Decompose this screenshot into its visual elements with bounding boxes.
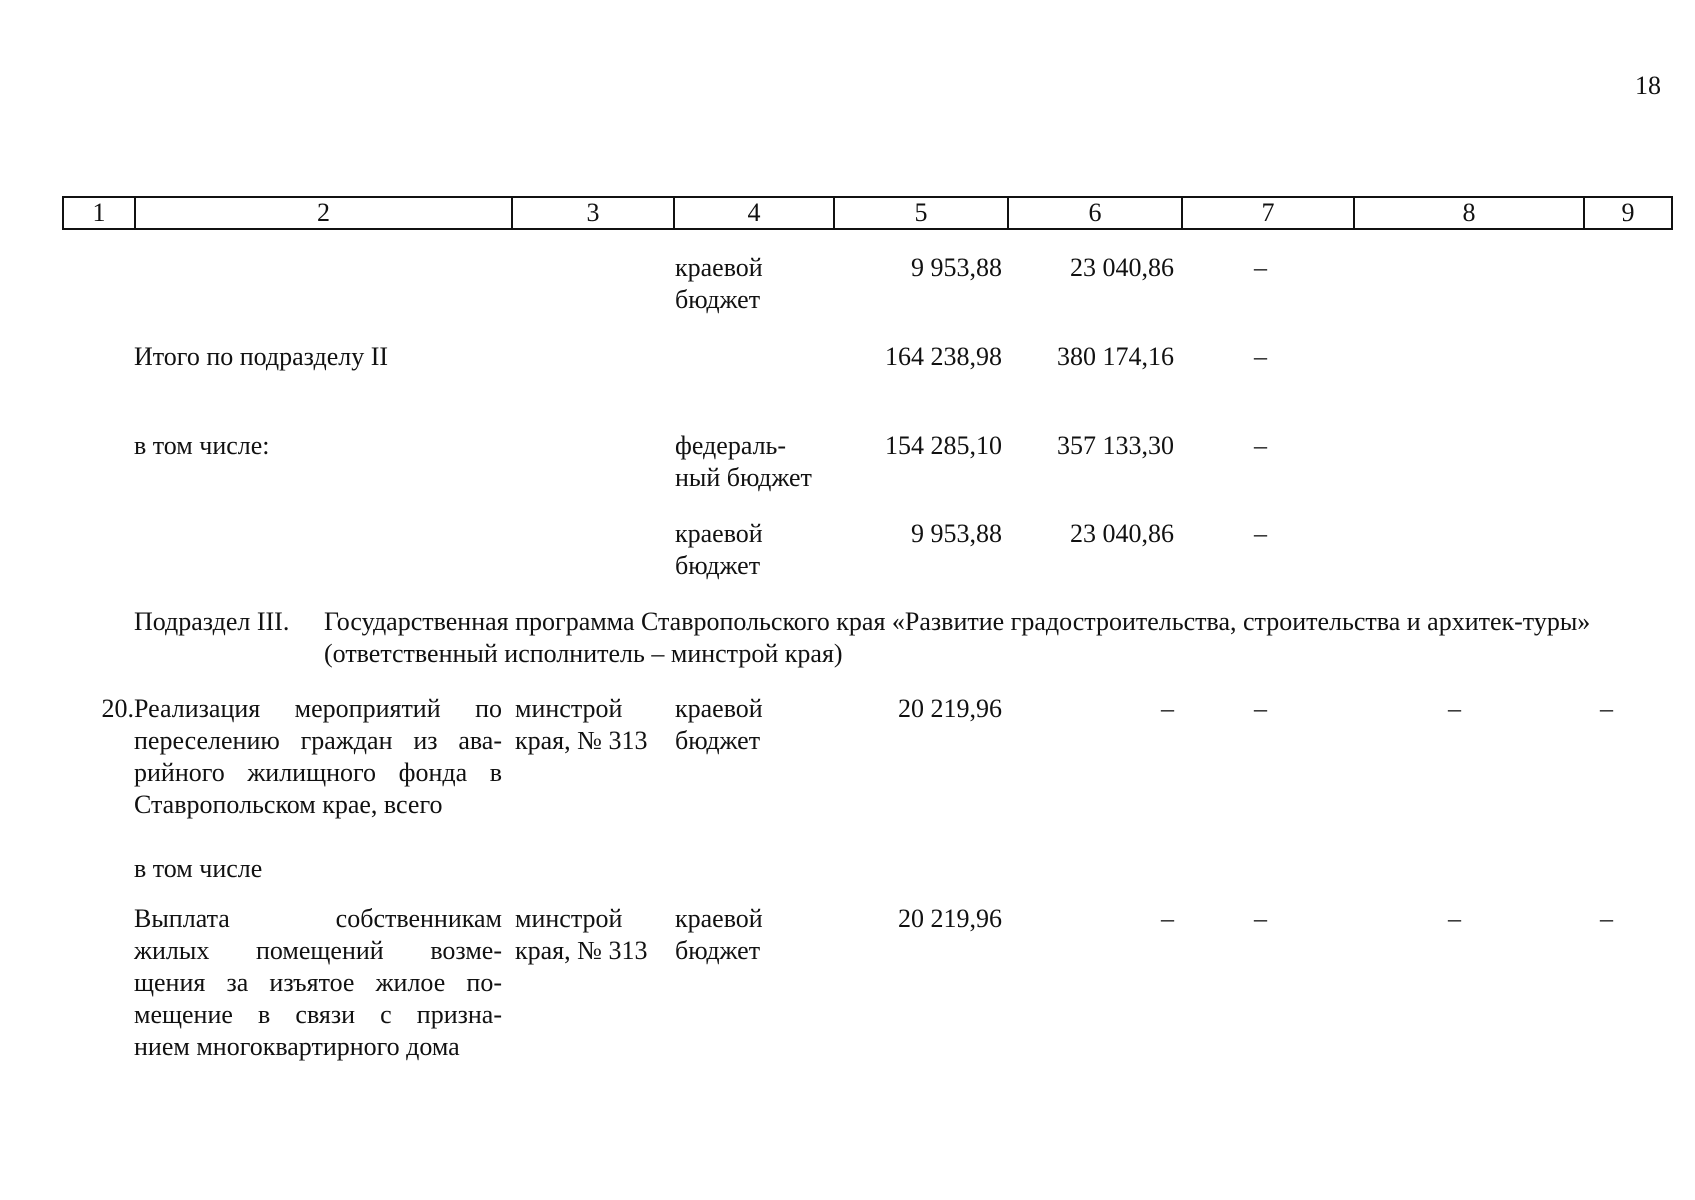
- header-col-5: 5: [834, 197, 1008, 229]
- row-title-line: рийного жилищного фонда в: [134, 758, 502, 787]
- header-col-3: 3: [512, 197, 674, 229]
- value-col-6: –: [1161, 904, 1174, 933]
- column-number-header: [62, 196, 1673, 230]
- subsection-label: Подраздел III.: [134, 607, 290, 636]
- value-col-5: 154 285,10: [885, 431, 1002, 460]
- row-title-line: Выплата собственникам: [134, 904, 502, 933]
- funding-source: краевой бюджет: [675, 253, 763, 314]
- header-col-6: 6: [1008, 197, 1182, 229]
- header-col-9: 9: [1584, 197, 1672, 229]
- value-col-7: –: [1254, 342, 1267, 371]
- value-col-7: –: [1254, 519, 1267, 548]
- subsection-title: Государственная программа Ставропольского края «Развитие градостроительства, строительства и архитек-туры» (ответственный исполнитель – минстрой края): [324, 607, 1591, 668]
- value-col-6: 380 174,16: [1057, 342, 1174, 371]
- row-title-line: нием многоквартирного дома: [134, 1032, 460, 1061]
- header-col-7: 7: [1182, 197, 1354, 229]
- row-title: [134, 693, 502, 821]
- value-col-8: –: [1448, 694, 1461, 723]
- value-col-7: –: [1254, 253, 1267, 282]
- row-title-line: мещение в связи с призна-: [134, 1000, 502, 1029]
- value-col-5: 20 219,96: [898, 904, 1002, 933]
- funding-source: краевой бюджет: [675, 904, 763, 965]
- value-col-6: 23 040,86: [1070, 519, 1174, 548]
- row-title: в том числе: [134, 854, 263, 883]
- row-title-line: щения за изъятое жилое по-: [134, 968, 502, 997]
- row-title-line: Реализация мероприятий по: [134, 694, 502, 723]
- value-col-9: –: [1600, 904, 1613, 933]
- header-col-2: 2: [135, 197, 512, 229]
- value-col-5: 9 953,88: [911, 253, 1002, 282]
- row-title-line: переселению граждан из ава-: [134, 726, 502, 755]
- funding-source: краевой бюджет: [675, 694, 763, 755]
- header-row: [63, 197, 1672, 229]
- row-title-line: Ставропольском крае, всего: [134, 790, 443, 819]
- header-col-4: 4: [674, 197, 834, 229]
- row-title-line: жилых помещений возме-: [134, 936, 502, 965]
- executor: минстрой края, № 313: [515, 904, 648, 965]
- executor: минстрой края, № 313: [515, 694, 648, 755]
- value-col-5: 164 238,98: [885, 342, 1002, 371]
- value-col-6: 357 133,30: [1057, 431, 1174, 460]
- value-col-7: –: [1254, 904, 1267, 933]
- value-col-5: 9 953,88: [911, 519, 1002, 548]
- row-title: в том числе:: [134, 431, 270, 460]
- value-col-9: –: [1600, 694, 1613, 723]
- header-col-8: 8: [1354, 197, 1584, 229]
- value-col-5: 20 219,96: [898, 694, 1002, 723]
- header-col-1: 1: [63, 197, 135, 229]
- page-number: 18: [1635, 71, 1661, 100]
- value-col-7: –: [1254, 431, 1267, 460]
- row-title: [134, 903, 502, 1063]
- value-col-6: –: [1161, 694, 1174, 723]
- value-col-7: –: [1254, 694, 1267, 723]
- row-number: 20.: [101, 694, 134, 723]
- value-col-8: –: [1448, 904, 1461, 933]
- funding-source: федераль-ный бюджет: [675, 431, 812, 492]
- row-title: Итого по подразделу II: [134, 342, 389, 371]
- funding-source: краевой бюджет: [675, 519, 763, 580]
- value-col-6: 23 040,86: [1070, 253, 1174, 282]
